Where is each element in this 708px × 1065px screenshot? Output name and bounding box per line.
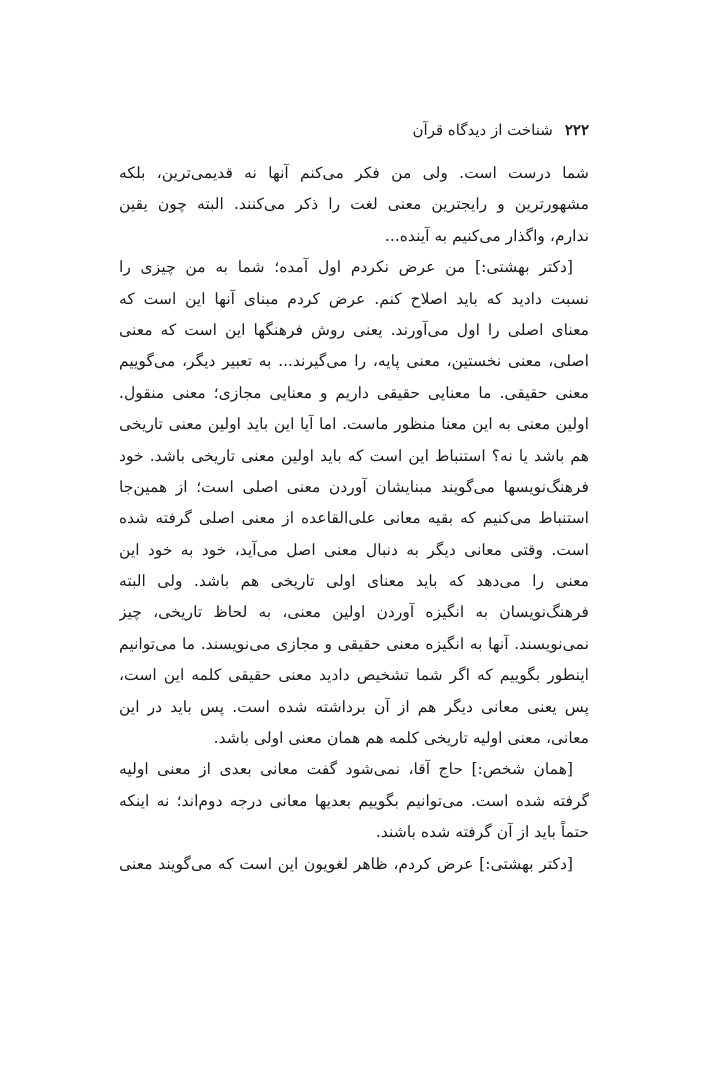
text-line: هم باشد یا نه؟ استنباط این است که باید اولین معنی تاریخی باشد. خود [119,446,589,465]
text-line: استنباط می‌کنیم که بقیه معانی علی‌القاعده از معنی اصلی گرفته شده [119,509,589,528]
body-text [119,158,589,880]
text-line: پس یعنی معانی دیگر هم از آن برداشته شده است. پس باید در این [119,697,589,716]
text-line: [دکتر بهشتی:] عرض کردم، ظاهر لغویون این است که می‌گویند معنی [119,854,573,873]
text-line: معانی، معنی اولیه تاریخی کلمه هم همان معنی اولی باشد. [213,729,589,748]
text-line: فرهنگ‌نویسها می‌گویند مبنایشان آوردن معنی اصلی است؛ از همین‌جا [119,477,589,496]
text-line: مشهورترین و رایجترین معنی لغت را ذکر می‌کنند. البته چون یقین [119,195,589,214]
text-line: معنی حقیقی. ما معنایی حقیقی داریم و معنایی مجازی؛ معنی منقول. [119,383,589,402]
text-line: اصلی، معنی نخستین، معنی پایه، را می‌گیرند... به تعبیر دیگر، می‌گوییم [119,352,589,371]
book-title: شناخت از دیدگاه قرآن [412,121,553,139]
text-line: فرهنگ‌نویسان به انگیزه آوردن اولین معنی، به لحاظ تاریخی، چیز [119,603,589,622]
text-line: است. وقتی معانی دیگر به دنبال معنی اصل می‌آید، خود به خود این [119,540,589,559]
text-line: [دکتر بهشتی:] من عرض نکردم اول آمده؛ شما به من چیزی را [119,258,573,277]
text-line: نمی‌نویسند. آنها به انگیزه معنی حقیقی و مجازی می‌نویسند. ما می‌توانیم [119,634,589,653]
text-line: اولین معنی به این معنا منظور ماست. اما آیا این باید اولین معنی تاریخی [119,415,589,434]
text-line: شما درست است. ولی من فکر می‌کنم آنها نه قدیمی‌ترین، بلکه [119,164,589,182]
page-number: ۲۲۲ [564,121,589,139]
text-line: معنی را می‌دهد که باید معنای اولی تاریخی هم باشد. ولی البته [119,572,589,591]
text-line: معنای اصلی را اول می‌آورند. یعنی روش فرهنگها این است که معنی [119,320,589,339]
text-line: اینطور بگوییم که اگر شما تشخیص دادید معنی حقیقی کلمه این است، [119,666,589,685]
text-line: گرفته شده است. می‌توانیم بگوییم بعدیها معانی درجه دوم‌اند؛ نه اینکه [119,791,589,810]
text-line: [همان شخص:] حاج آقا، نمی‌شود گفت معانی بعدی از معنی اولیه [119,760,573,779]
text-line: نسبت دادید که باید اصلاح کنم. عرض کردم مبنای آنها این است که [119,289,589,308]
running-head [289,118,589,142]
text-line: حتماً باید از آن گرفته شده باشند. [375,823,589,842]
text-line: ندارم، واگذار می‌کنیم به آینده... [384,226,589,245]
